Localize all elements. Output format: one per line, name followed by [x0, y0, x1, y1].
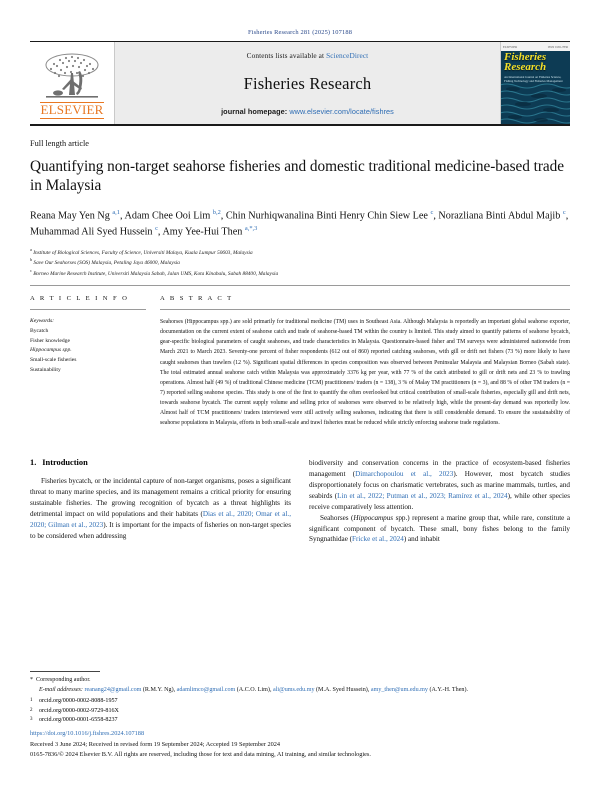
orcid-text: orcid.org/0000-0001-6558-8237 [39, 717, 118, 724]
body-column-right [309, 458, 570, 545]
running-head: Fisheries Research 281 (2025) 107188 [247, 29, 353, 36]
cover-publisher-mark: ELSEVIER [503, 44, 518, 49]
orcid-item [30, 716, 575, 726]
orcid-text: orcid.org/0000-0002-8088-1957 [39, 697, 118, 704]
article-type-label: Full length article [30, 139, 89, 148]
masthead-center [115, 42, 500, 124]
orcid-item [30, 697, 575, 707]
orcid-item [30, 707, 575, 717]
affiliation-item [30, 247, 570, 257]
body-columns [30, 458, 570, 545]
orcid-marker: 1 [30, 697, 33, 703]
email-owner: (R.M.Y. Ng) [142, 686, 174, 693]
cover-journal-title [504, 52, 546, 73]
affiliation-item [30, 257, 570, 267]
keyword-item: Bycatch [30, 327, 49, 334]
section-title: Introduction [42, 458, 88, 468]
homepage-prefix: journal homepage: [221, 107, 290, 116]
abstract-text: Seahorses (Hippocampus spp.) are sold primarily for traditional medicine (TM) uses in Southeast Asia. Although Malaysia is reportedly an important global seahorse exporter, documentation on the current extent of seahorse catch and trade of seahorse-based TM within the country is limited. This study aimed to quantify patterns of seahorse bycatch, gear-specific biological parameters of caught seahorses, and trade characteristics in Malaysia. Questionnaire-based fisher and TM surveys were administered nationwide from March 2021 to March 2023. Seventy-one percent of fisher respondents (612 out of 860) reported catching seahorses, with gill or drift net fishers (73 %) more likely to have caught seahorses than trawlers (12 %). Significant spatial differences in species composition was observed between Peninsular Malaysia and Malaysian Borneo (Sabah state). The total estimated annual seahorse catch within Malaysia was approximately 3376 kg per year, with 77 % of the catch attributed to gill or drift nets and 23 % to trawling operations. Almost half (49 %) of traditional Chinese medicine (TCM) practitioners/ traders (n = 138), 3 % of Malay TM practitioners (n = 3), and 88 % of other TM traders (n = 7) reported selling seahorse species. This study is one of the first to quantify the often overlooked but critical contribution of small-scale fisheries, especially gill and drift nets, towards seahorse bycatch. The current supply volume and selling price of seahorses were observed to be relatively high, while the present-day demand was reportedly low. Almost half of TCM practitioners/ traders interviewed were still actively selling seahorses, indicating that there is still considerable demand. To ensure the sustainability of seahorse populations in Malaysia, efforts in both small-scale and trawl fisheries must be reduced while strictly enforcing seahorse trade regulations. [160, 319, 570, 427]
abstract-rule [160, 309, 570, 428]
abstract-column [160, 295, 570, 428]
author-list: Reana May Yen Ng $^{a,1}$, Adam Chee Ooi Lim $^{b,2}$, Chin Nurhiqwanalina Binti Henry Chin Siew Lee $^c$, Norazliana Binti Abdul Majib $^c$, Muhammad Ali Syed Hussein $^c$, Amy Yee-Hui Then $^{a,*,3}$ [30, 209, 569, 238]
affiliation-text: Save Our Seahorses (SOS) Malaysia, Petaling Jaya 46000, Malaysia [33, 260, 180, 267]
journal-title: Fisheries Research [243, 73, 372, 93]
keyword-item: Sustainability [30, 367, 61, 373]
orcid-text: orcid.org/0000-0002-9729-816X [39, 707, 119, 714]
elsevier-tree-icon [38, 51, 106, 101]
email-label: E-mail addresses: [39, 686, 83, 693]
cover-fish-illustration [501, 80, 570, 124]
affiliation-text: Institute of Biological Sciences, Faculty of Science, Universiti Malaya, Kuala Lumpur 50603, Malaysia [33, 249, 253, 256]
email-addresses-note: E-mail addresses: reanang24@gmail.com (R.M.Y. Ng), adamlimco@gmail.com (A.C.O. Lim), ali@ums.edu.my (M.A. Syed Hussein), amy_then@um.edu.my (A.Y.-H. Then). [39, 686, 469, 693]
sciencedirect-link[interactable]: ScienceDirect [326, 51, 369, 60]
email-link[interactable]: adamlimco@gmail.com [176, 686, 236, 693]
intro-paragraph-continued: biodiversity and conservation concerns in the practice of ecosystem-based fisheries management (Dimarchopoulou et al., 2023). However, most bycatch studies disproportionately focus on charismatic vertebrates, such as marine mammals, turtles, and seabirds (Lin et al., 2022; Putman et al., 2023; Ramírez et al., 2024), while other species receive comparatively less attention. [309, 459, 570, 511]
body-column-left [30, 458, 291, 545]
email-link[interactable]: ali@ums.edu.my [273, 686, 315, 693]
affiliation-list [30, 247, 570, 278]
footnote-block [30, 671, 575, 726]
affiliation-text: Borneo Marine Research Institute, Universiti Malaysia Sabah, Jalan UMS, Kota Kinabalu, Sabah 88400, Malaysia [33, 270, 279, 277]
journal-masthead [30, 41, 570, 124]
email-owner: (M.A. Syed Hussein) [316, 686, 368, 693]
page-title: Quantifying non-target seahorse fisheries and domestic traditional medicine-based trade in Malaysia [30, 158, 564, 194]
email-link[interactable]: reanang24@gmail.com [84, 686, 142, 693]
copyright-line: 0165-7836/© 2024 Elsevier B.V. All rights are reserved, including those for text and data mining, AI training, and similar technologies. [30, 750, 371, 758]
doi-link[interactable]: https://doi.org/10.1016/j.fishres.2024.107188 [30, 730, 145, 738]
keyword-italic-genus: Hippocampus spp. [30, 347, 72, 354]
masthead-bottom-rule [30, 124, 570, 126]
info-abstract-row [30, 295, 570, 428]
affiliation-marker: a [30, 247, 32, 253]
page-footer [30, 729, 575, 760]
affiliation-marker: b [30, 257, 33, 263]
cover-subtitle: An International Journal on Fisheries Science, Fishing Technology and Fisheries Management [504, 75, 563, 83]
email-owner: (A.Y.-H. Then). [429, 686, 469, 693]
abstract-heading: A B S T R A C T [160, 295, 234, 303]
keyword-item: Small-scale fisheries [30, 357, 77, 364]
orcid-marker: 3 [30, 717, 33, 723]
elsevier-wordmark: ELSEVIER [40, 102, 104, 118]
email-owner: (A.C.O. Lim) [236, 686, 270, 693]
cover-title-line1: Fisheries [504, 51, 547, 63]
affiliation-item [30, 268, 570, 278]
section-heading-introduction [30, 458, 291, 467]
article-info-rule [30, 309, 146, 376]
corresponding-marker: * [30, 677, 34, 684]
corresponding-author-note [30, 676, 575, 686]
contents-prefix: Contents lists available at [246, 51, 327, 60]
email-link[interactable]: amy_then@um.edu.my [370, 686, 428, 693]
journal-homepage-link[interactable]: www.elsevier.com/locate/fishres [289, 107, 394, 116]
keyword-item: Fisher knowledge [30, 337, 70, 344]
footnote-divider [30, 671, 100, 672]
journal-homepage-line [221, 107, 394, 116]
seahorse-paragraph: Seahorses (Hippocampus spp.) represent a marine group that, while rare, constitute a significant component of bycatch. These small, bony fishes belong to the family Syngnathidae (Fricke et al., 2024) and inhabit [309, 513, 570, 544]
article-info-heading: A R T I C L E I N F O [30, 295, 129, 303]
orcid-marker: 2 [30, 707, 33, 713]
contents-list-line [247, 51, 369, 60]
section-number: 1. [30, 458, 37, 468]
intro-paragraph: Fisheries bycatch, or the incidental capture of non-target organisms, poses a significant threat to many marine species, and its management remains a critical priority for ensuring sustainable fisheries. The growing recognition of bycatch as a threat highlights its detrimental impact on wild populations and their habitats (Dias et al., 2020; Omar et al., 2020; Gilman et al., 2023). It is important for the impacts of fisheries on non-target species to be considered when addressing [30, 477, 292, 540]
corresponding-text: Corresponding author. [36, 677, 91, 684]
orcid-list [30, 697, 575, 726]
journal-cover-image [500, 42, 570, 124]
affiliation-marker: c [30, 267, 32, 273]
cover-issn-mark: ISSN 0165-7836 [547, 44, 568, 49]
received-dates: Received 3 June 2024; Received in revised form 19 September 2024; Accepted 19 September 2024 [30, 740, 281, 748]
keywords-label: Keywords: [30, 318, 55, 325]
article-info-divider [30, 285, 570, 286]
cover-title-line2: Research [504, 61, 547, 74]
article-info-column [30, 295, 160, 428]
elsevier-logo [30, 42, 115, 124]
cover-top-bar [501, 42, 570, 51]
keyword-item [30, 346, 146, 356]
